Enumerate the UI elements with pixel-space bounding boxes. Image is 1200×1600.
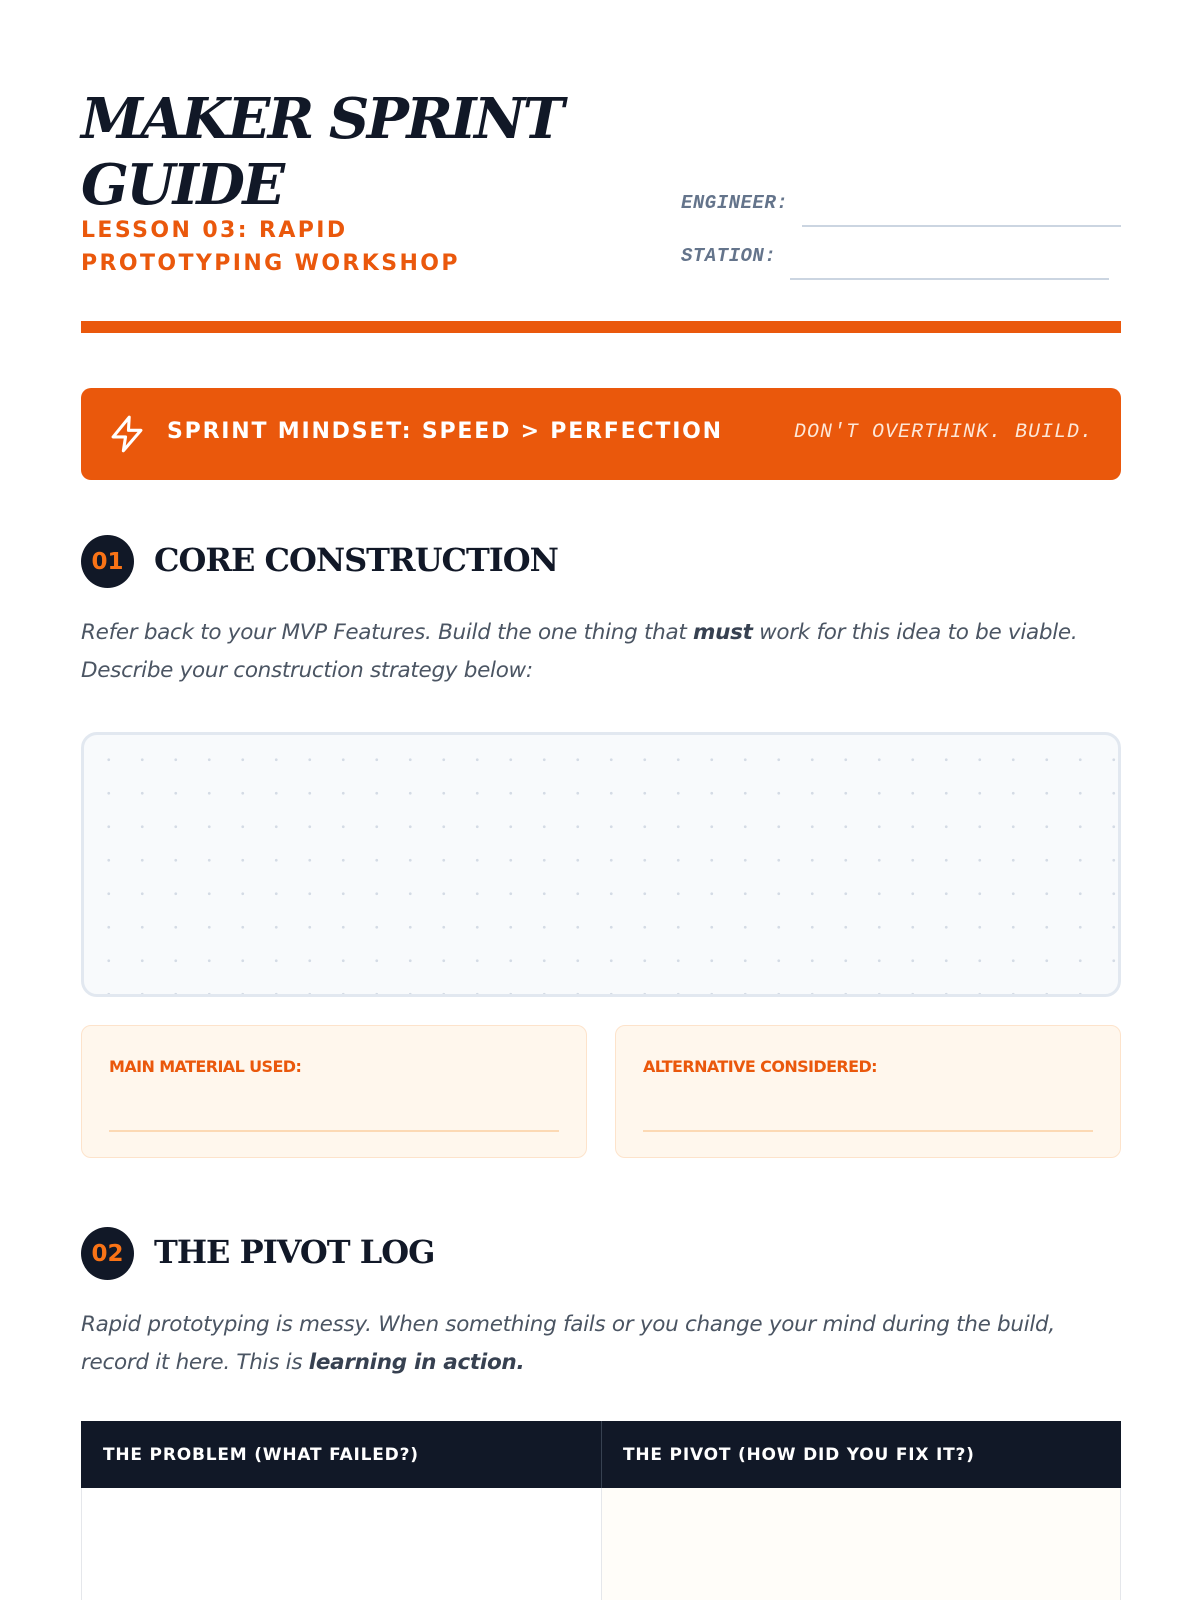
lesson-subtitle: LESSON 03: RAPID PROTOTYPING WORKSHOP (81, 218, 460, 276)
main-material-label: MAIN MATERIAL USED: (109, 1057, 302, 1076)
pivot-cell[interactable] (601, 1488, 1121, 1600)
construction-strategy-area[interactable] (81, 732, 1121, 997)
station-label: STATION: (681, 245, 777, 267)
column-header-problem: THE PROBLEM (WHAT FAILED?) (103, 1444, 419, 1465)
section-title: CORE CONSTRUCTION (154, 541, 558, 579)
alternative-field[interactable] (643, 1130, 1093, 1132)
alternative-card (615, 1025, 1121, 1158)
section-description: Refer back to your MVP Features. Build the one thing that must work for this idea to be viable. Describe your construction strategy below: (81, 620, 1078, 683)
engineer-field[interactable] (802, 225, 1121, 227)
mindset-banner (81, 388, 1121, 480)
worksheet-page (81, 0, 1121, 1600)
page-title: MAKER SPRINT GUIDE (81, 86, 562, 218)
pivot-log-table (81, 1421, 1121, 1600)
section-number-badge: 02 (81, 1227, 134, 1280)
main-material-field[interactable] (109, 1130, 559, 1132)
section-title: THE PIVOT LOG (154, 1233, 435, 1271)
engineer-label: ENGINEER: (681, 192, 789, 214)
banner-title: SPRINT MINDSET: SPEED > PERFECTION (167, 419, 723, 444)
table-header (81, 1421, 1121, 1488)
lightning-bolt-icon (109, 415, 145, 453)
section-description: Rapid prototyping is messy. When something fails or you change your mind during the build, record it here. This is learning in action. (81, 1312, 1055, 1375)
header-divider (81, 321, 1121, 333)
station-field[interactable] (790, 278, 1109, 280)
problem-cell[interactable] (81, 1488, 602, 1600)
alternative-label: ALTERNATIVE CONSIDERED: (643, 1057, 877, 1076)
column-header-pivot: THE PIVOT (HOW DID YOU FIX IT?) (623, 1444, 975, 1465)
banner-tagline: DON'T OVERTHINK. BUILD. (793, 421, 1093, 444)
section-number-badge: 01 (81, 535, 134, 588)
main-material-card (81, 1025, 587, 1158)
